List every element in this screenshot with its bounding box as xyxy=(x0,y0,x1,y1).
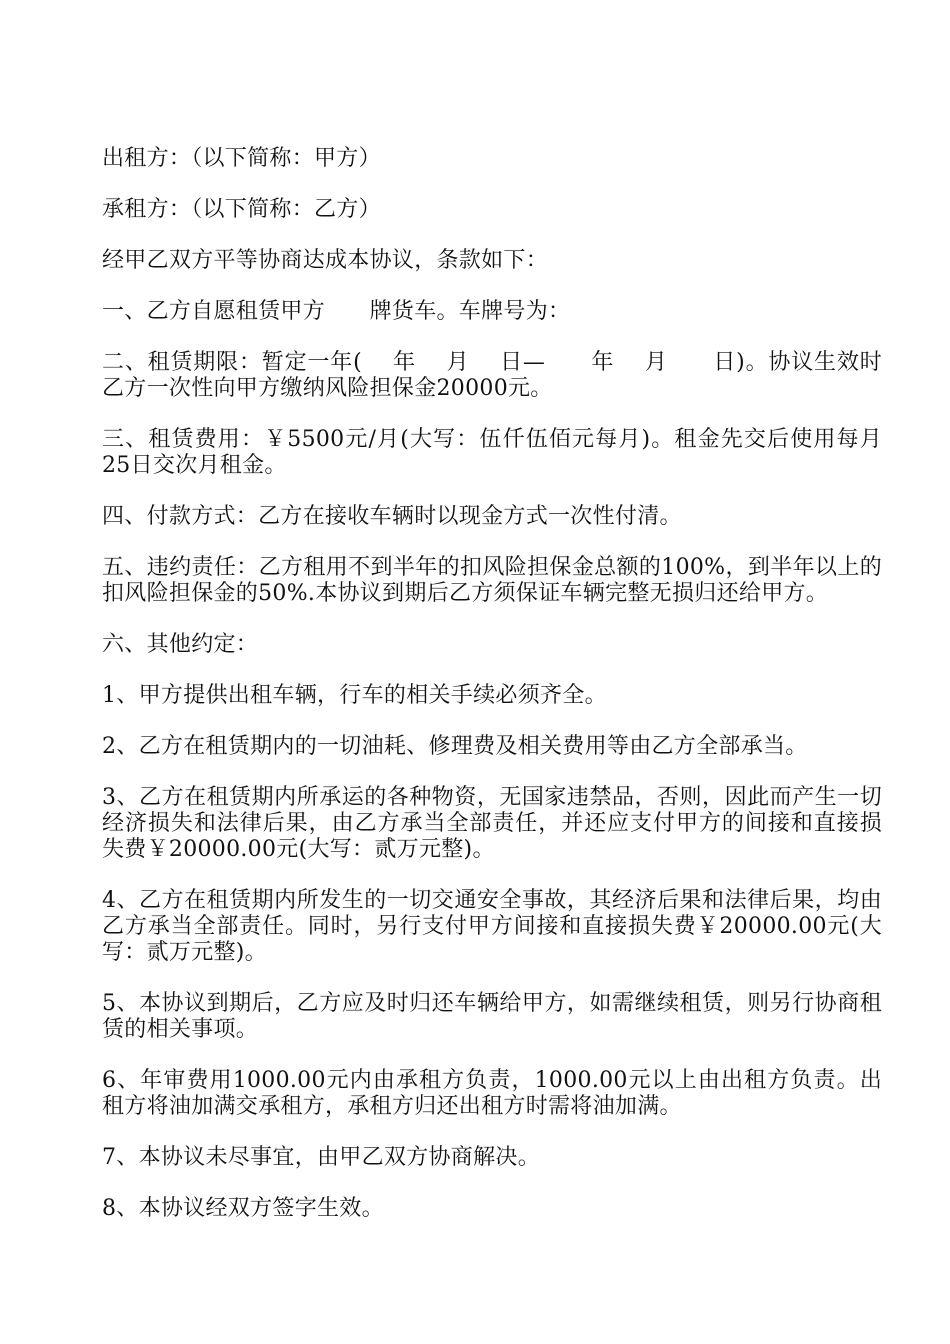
other-term-2: 2、乙方在租赁期内的一切油耗、修理费及相关费用等由乙方全部承当。 xyxy=(102,734,808,759)
clause-6-heading: 六、其他约定： xyxy=(102,632,259,657)
lessee-line: 承租方：（以下简称：乙方） xyxy=(102,197,381,222)
other-term-8: 8、本协议经双方签字生效。 xyxy=(102,1196,384,1221)
clause-5-breach: 五、违约责任：乙方租用不到半年的扣风险担保金总额的100%，到半年以上的扣风险担保金的50%.本协议到期后乙方须保证车辆完整无损归还给甲方。 xyxy=(102,555,882,606)
lessor-line: 出租方：（以下简称：甲方） xyxy=(102,146,381,171)
other-term-7: 7、本协议未尽事宜，由甲乙双方协商解决。 xyxy=(102,1145,540,1170)
document-page xyxy=(102,146,882,1247)
other-term-3: 3、乙方在租赁期内所承运的各种物资，无国家违禁品，否则，因此而产生一切经济损失和法律后果，由乙方承当全部责任，并还应支付甲方的间接和直接损失费￥20000.00元(大写：贰万元整)。 xyxy=(102,785,882,862)
clause-1: 一、乙方自愿租赁甲方 牌货车。车牌号为： xyxy=(102,299,571,324)
clause-2-lease-term: 二、租赁期限：暂定一年( 年 月 日— 年 月 日)。协议生效时乙方一次性向甲方缴纳风险担保金20000元。 xyxy=(102,350,882,401)
other-term-4: 4、乙方在租赁期内所发生的一切交通安全事故，其经济后果和法律后果，均由乙方承当全部责任。同时，另行支付甲方间接和直接损失费￥20000.00元(大写：贰万元整)。 xyxy=(102,888,882,965)
intro-line: 经甲乙双方平等协商达成本协议，条款如下： xyxy=(102,248,549,273)
other-term-5: 5、本协议到期后，乙方应及时归还车辆给甲方，如需继续租赁，则另行协商租赁的相关事项。 xyxy=(102,991,882,1042)
clause-3-lease-fee: 三、租赁费用：￥5500元/月(大写：伍仟伍佰元每月)。租金先交后使用每月25日交次月租金。 xyxy=(102,427,882,478)
other-term-1: 1、甲方提供出租车辆，行车的相关手续必须齐全。 xyxy=(102,683,607,708)
other-term-6: 6、年审费用1000.00元内由承租方负责，1000.00元以上由出租方负责。出租方将油加满交承租方，承租方归还出租方时需将油加满。 xyxy=(102,1068,882,1119)
clause-4-payment: 四、付款方式：乙方在接收车辆时以现金方式一次性付清。 xyxy=(102,504,682,529)
